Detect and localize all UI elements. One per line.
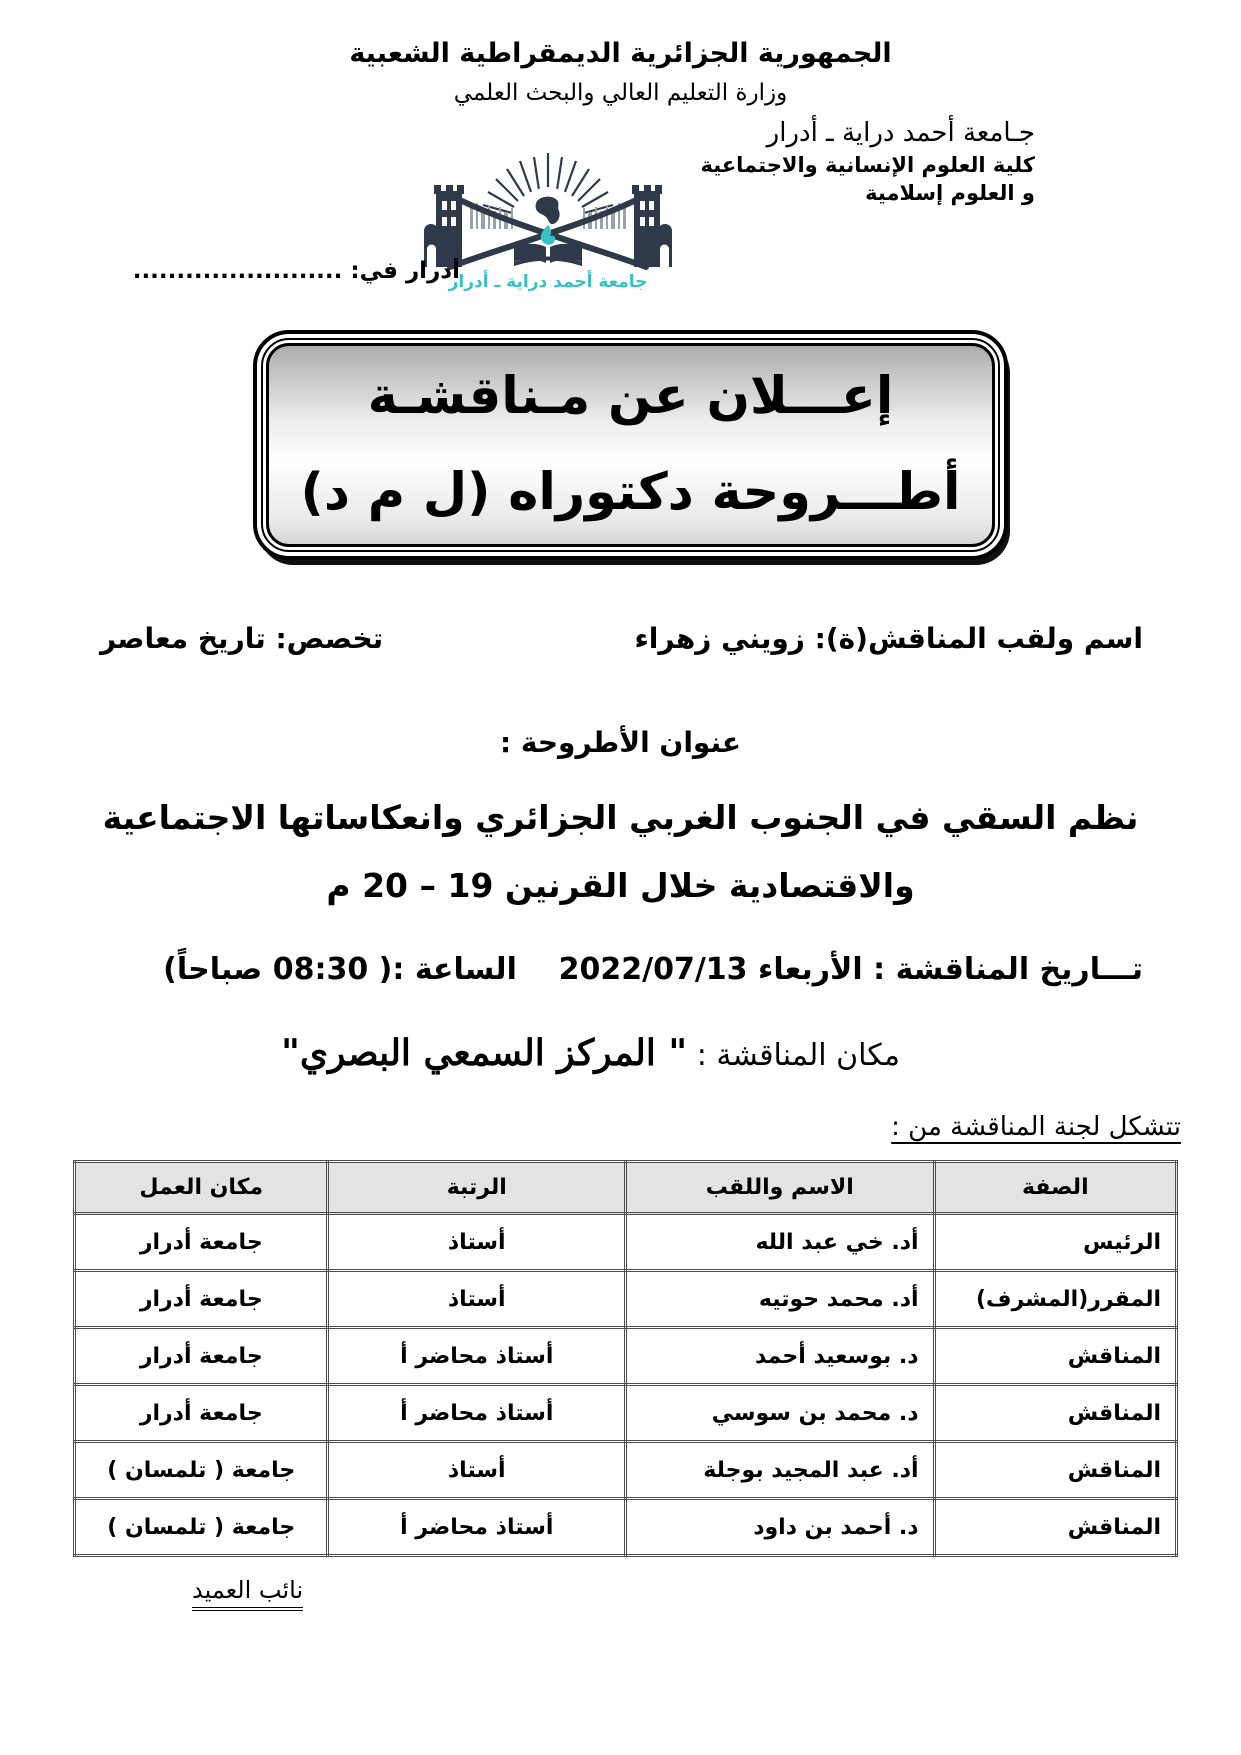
left-tower-icon xyxy=(424,185,464,267)
committee-cell: جامعة أدرار xyxy=(75,1385,328,1442)
thesis-title-line2: والاقتصادية خلال القرنين 19 – 20 م xyxy=(326,866,915,905)
book-icon xyxy=(514,244,582,266)
candidate-row xyxy=(100,622,1143,655)
committee-cell: جامعة ( تلمسان ) xyxy=(75,1442,328,1499)
table-row xyxy=(75,1499,1177,1556)
committee-cell: أستاذ xyxy=(328,1442,626,1499)
university-block xyxy=(701,120,1035,204)
defense-date-paren: ) xyxy=(163,952,177,987)
committee-cell: أستاذ محاضر أ xyxy=(328,1499,626,1556)
table-header-row xyxy=(75,1162,1177,1214)
thesis-title-line1: نظم السقي في الجنوب الغربي الجزائري وانعكاساتها الاجتماعية xyxy=(102,798,1139,837)
committee-cell: أد. عبد المجيد بوجلة xyxy=(626,1442,935,1499)
table-row xyxy=(75,1385,1177,1442)
committee-heading: تتشكل لجنة المناقشة من : xyxy=(891,1112,1181,1142)
defense-date-text: تـــاريخ المناقشة : الأربعاء 2022/07/13 الساعة :( 08:30 صباحاً xyxy=(176,952,1143,987)
committee-cell: المقرر(المشرف) xyxy=(934,1271,1176,1328)
header-rank: الرتبة xyxy=(328,1162,626,1214)
candidate-specialty: تخصص: تاريخ معاصر xyxy=(100,622,384,655)
committee-cell: أستاذ xyxy=(328,1271,626,1328)
committee-cell: د. بوسعيد أحمد xyxy=(626,1328,935,1385)
table-row xyxy=(75,1271,1177,1328)
candidate-name: اسم ولقب المناقش(ة): زويني زهراء xyxy=(634,622,1143,655)
committee-cell: المناقش xyxy=(934,1442,1176,1499)
committee-table-head xyxy=(75,1162,1177,1214)
table-row xyxy=(75,1328,1177,1385)
committee-cell: جامعة ( تلمسان ) xyxy=(75,1499,328,1556)
header-name: الاسم واللقب xyxy=(626,1162,935,1214)
committee-cell: أد. خي عبد الله xyxy=(626,1214,935,1271)
committee-table-body xyxy=(75,1214,1177,1556)
header-role: الصفة xyxy=(934,1162,1176,1214)
committee-cell: جامعة أدرار xyxy=(75,1271,328,1328)
banner-middle-frame xyxy=(261,338,1000,552)
committee-cell: أستاذ محاضر أ xyxy=(328,1328,626,1385)
defense-date-line xyxy=(163,952,1143,987)
logo-caption: جامعة أحمد دراية ـ أدرار xyxy=(448,272,648,292)
banner-title-line1: إعـــلان عن مـناقشـة xyxy=(367,367,894,426)
committee-cell: المناقش xyxy=(934,1499,1176,1556)
header-workplace: مكان العمل xyxy=(75,1162,328,1214)
university-name: جـامعة أحمد دراية ـ أدرار xyxy=(766,118,1035,148)
table-row xyxy=(75,1214,1177,1271)
defense-place-label: مكان المناقشة : xyxy=(687,1038,900,1073)
committee-table xyxy=(73,1160,1178,1557)
banner-inner-frame xyxy=(266,343,995,547)
committee-cell: الرئيس xyxy=(934,1214,1176,1271)
defense-place-line xyxy=(60,1032,1121,1074)
faculty-name: كلية العلوم الإنسانية والاجتماعية xyxy=(700,153,1035,177)
committee-cell: د. أحمد بن داود xyxy=(626,1499,935,1556)
ministry-title: وزارة التعليم العالي والبحث العلمي xyxy=(453,80,788,106)
table-row xyxy=(75,1442,1177,1499)
committee-cell: المناقش xyxy=(934,1328,1176,1385)
republic-title: الجمهورية الجزائرية الديمقراطية الشعبية xyxy=(349,38,892,69)
committee-cell: د. محمد بن سوسي xyxy=(626,1385,935,1442)
committee-cell: أد. محمد حوتيه xyxy=(626,1271,935,1328)
committee-cell: جامعة أدرار xyxy=(75,1214,328,1271)
announcement-banner xyxy=(253,330,1008,560)
committee-cell: أستاذ xyxy=(328,1214,626,1271)
defense-place-value: " المركز السمعي البصري" xyxy=(281,1032,688,1074)
committee-cell: أستاذ محاضر أ xyxy=(328,1385,626,1442)
right-tower-icon xyxy=(632,185,672,267)
thesis-heading: عنوان الأطروحة : xyxy=(499,726,742,759)
adrar-date-line: أدرار في: ........................ xyxy=(132,258,460,284)
faculty-name-2: و العلوم إسلامية xyxy=(865,181,1035,205)
deputy-dean-signature: نائب العميد xyxy=(192,1576,303,1611)
committee-cell: جامعة أدرار xyxy=(75,1328,328,1385)
banner-title-line2: أطـــروحة دكتوراه (ل م د) xyxy=(300,463,961,522)
committee-cell: المناقش xyxy=(934,1385,1176,1442)
